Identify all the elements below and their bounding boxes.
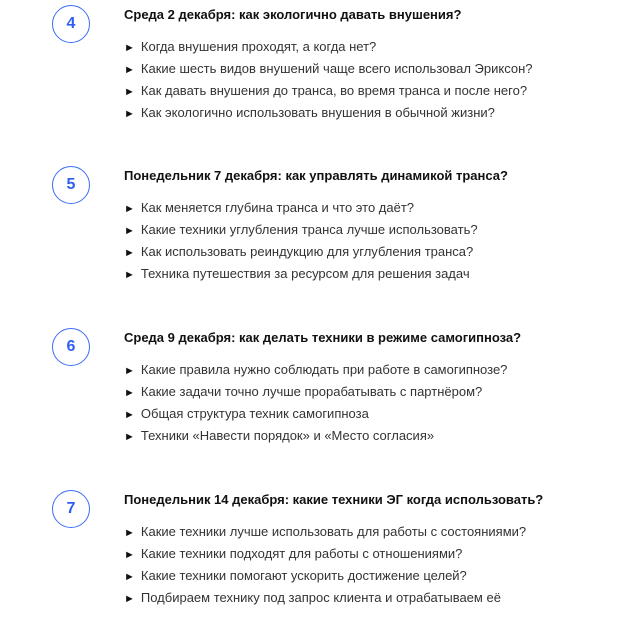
topic-text: Как давать внушения до транса, во время транса и после него? — [140, 83, 528, 98]
triangle-bullet-icon: ► — [124, 593, 135, 605]
topic-text: Когда внушения проходят, а когда нет? — [140, 39, 377, 54]
topic-text: Как использовать реиндукцию для углубления транса? — [140, 244, 474, 259]
day-number-badge: 5 — [52, 166, 90, 204]
list-item — [124, 36, 533, 58]
list-item — [124, 587, 526, 609]
topic-text: Какие правила нужно соблюдать при работе в самогипнозе? — [140, 362, 508, 377]
list-item — [124, 565, 526, 587]
triangle-bullet-icon: ► — [124, 431, 135, 443]
triangle-bullet-icon: ► — [124, 108, 135, 120]
topic-text: Техника путешествия за ресурсом для решения задач — [140, 266, 470, 281]
triangle-bullet-icon: ► — [124, 86, 135, 98]
topic-text: Подбираем технику под запрос клиента и отрабатываем её — [140, 590, 501, 605]
list-item — [124, 58, 533, 80]
triangle-bullet-icon: ► — [124, 365, 135, 377]
list-item — [124, 80, 533, 102]
triangle-bullet-icon: ► — [124, 387, 135, 399]
list-item — [124, 241, 478, 263]
topic-text: Какие техники углубления транса лучше использовать? — [140, 222, 478, 237]
day-number-badge: 6 — [52, 328, 90, 366]
topic-text: Какие техники подходят для работы с отношениями? — [140, 546, 463, 561]
topic-text: Какие шесть видов внушений чаще всего использовал Эриксон? — [140, 61, 533, 76]
triangle-bullet-icon: ► — [124, 527, 135, 539]
list-item — [124, 263, 478, 285]
triangle-bullet-icon: ► — [124, 269, 135, 281]
topic-text: Техники «Навести порядок» и «Место согласия» — [140, 428, 435, 443]
list-item — [124, 403, 507, 425]
list-item — [124, 381, 507, 403]
topic-text: Какие техники помогают ускорить достижение целей? — [140, 568, 467, 583]
topic-text: Как меняется глубина транса и что это даёт? — [140, 200, 415, 215]
day-number-badge: 4 — [52, 5, 90, 43]
topic-text: Какие техники лучше использовать для работы с состояниями? — [140, 524, 527, 539]
list-item — [124, 359, 507, 381]
triangle-bullet-icon: ► — [124, 571, 135, 583]
triangle-bullet-icon: ► — [124, 549, 135, 561]
topic-text: Как экологично использовать внушения в обычной жизни? — [140, 105, 495, 120]
topic-list — [124, 521, 526, 609]
section-title: Среда 2 декабря: как экологично давать внушения? — [124, 7, 462, 22]
topic-list — [124, 36, 533, 124]
list-item — [124, 219, 478, 241]
topic-text: Какие задачи точно лучше прорабатывать с партнёром? — [140, 384, 483, 399]
triangle-bullet-icon: ► — [124, 64, 135, 76]
list-item — [124, 521, 526, 543]
triangle-bullet-icon: ► — [124, 203, 135, 215]
section-title: Среда 9 декабря: как делать техники в режиме самогипноза? — [124, 330, 522, 345]
triangle-bullet-icon: ► — [124, 42, 135, 54]
triangle-bullet-icon: ► — [124, 225, 135, 237]
topic-list — [124, 197, 478, 285]
list-item — [124, 425, 507, 447]
list-item — [124, 543, 526, 565]
section-title: Понедельник 7 декабря: как управлять динамикой транса? — [124, 168, 508, 183]
list-item — [124, 197, 478, 219]
section-title: Понедельник 14 декабря: какие техники ЭГ когда использовать? — [124, 492, 544, 507]
topic-text: Общая структура техник самогипноза — [140, 406, 369, 421]
triangle-bullet-icon: ► — [124, 409, 135, 421]
list-item — [124, 102, 533, 124]
day-number-badge: 7 — [52, 490, 90, 528]
triangle-bullet-icon: ► — [124, 247, 135, 259]
topic-list — [124, 359, 507, 447]
